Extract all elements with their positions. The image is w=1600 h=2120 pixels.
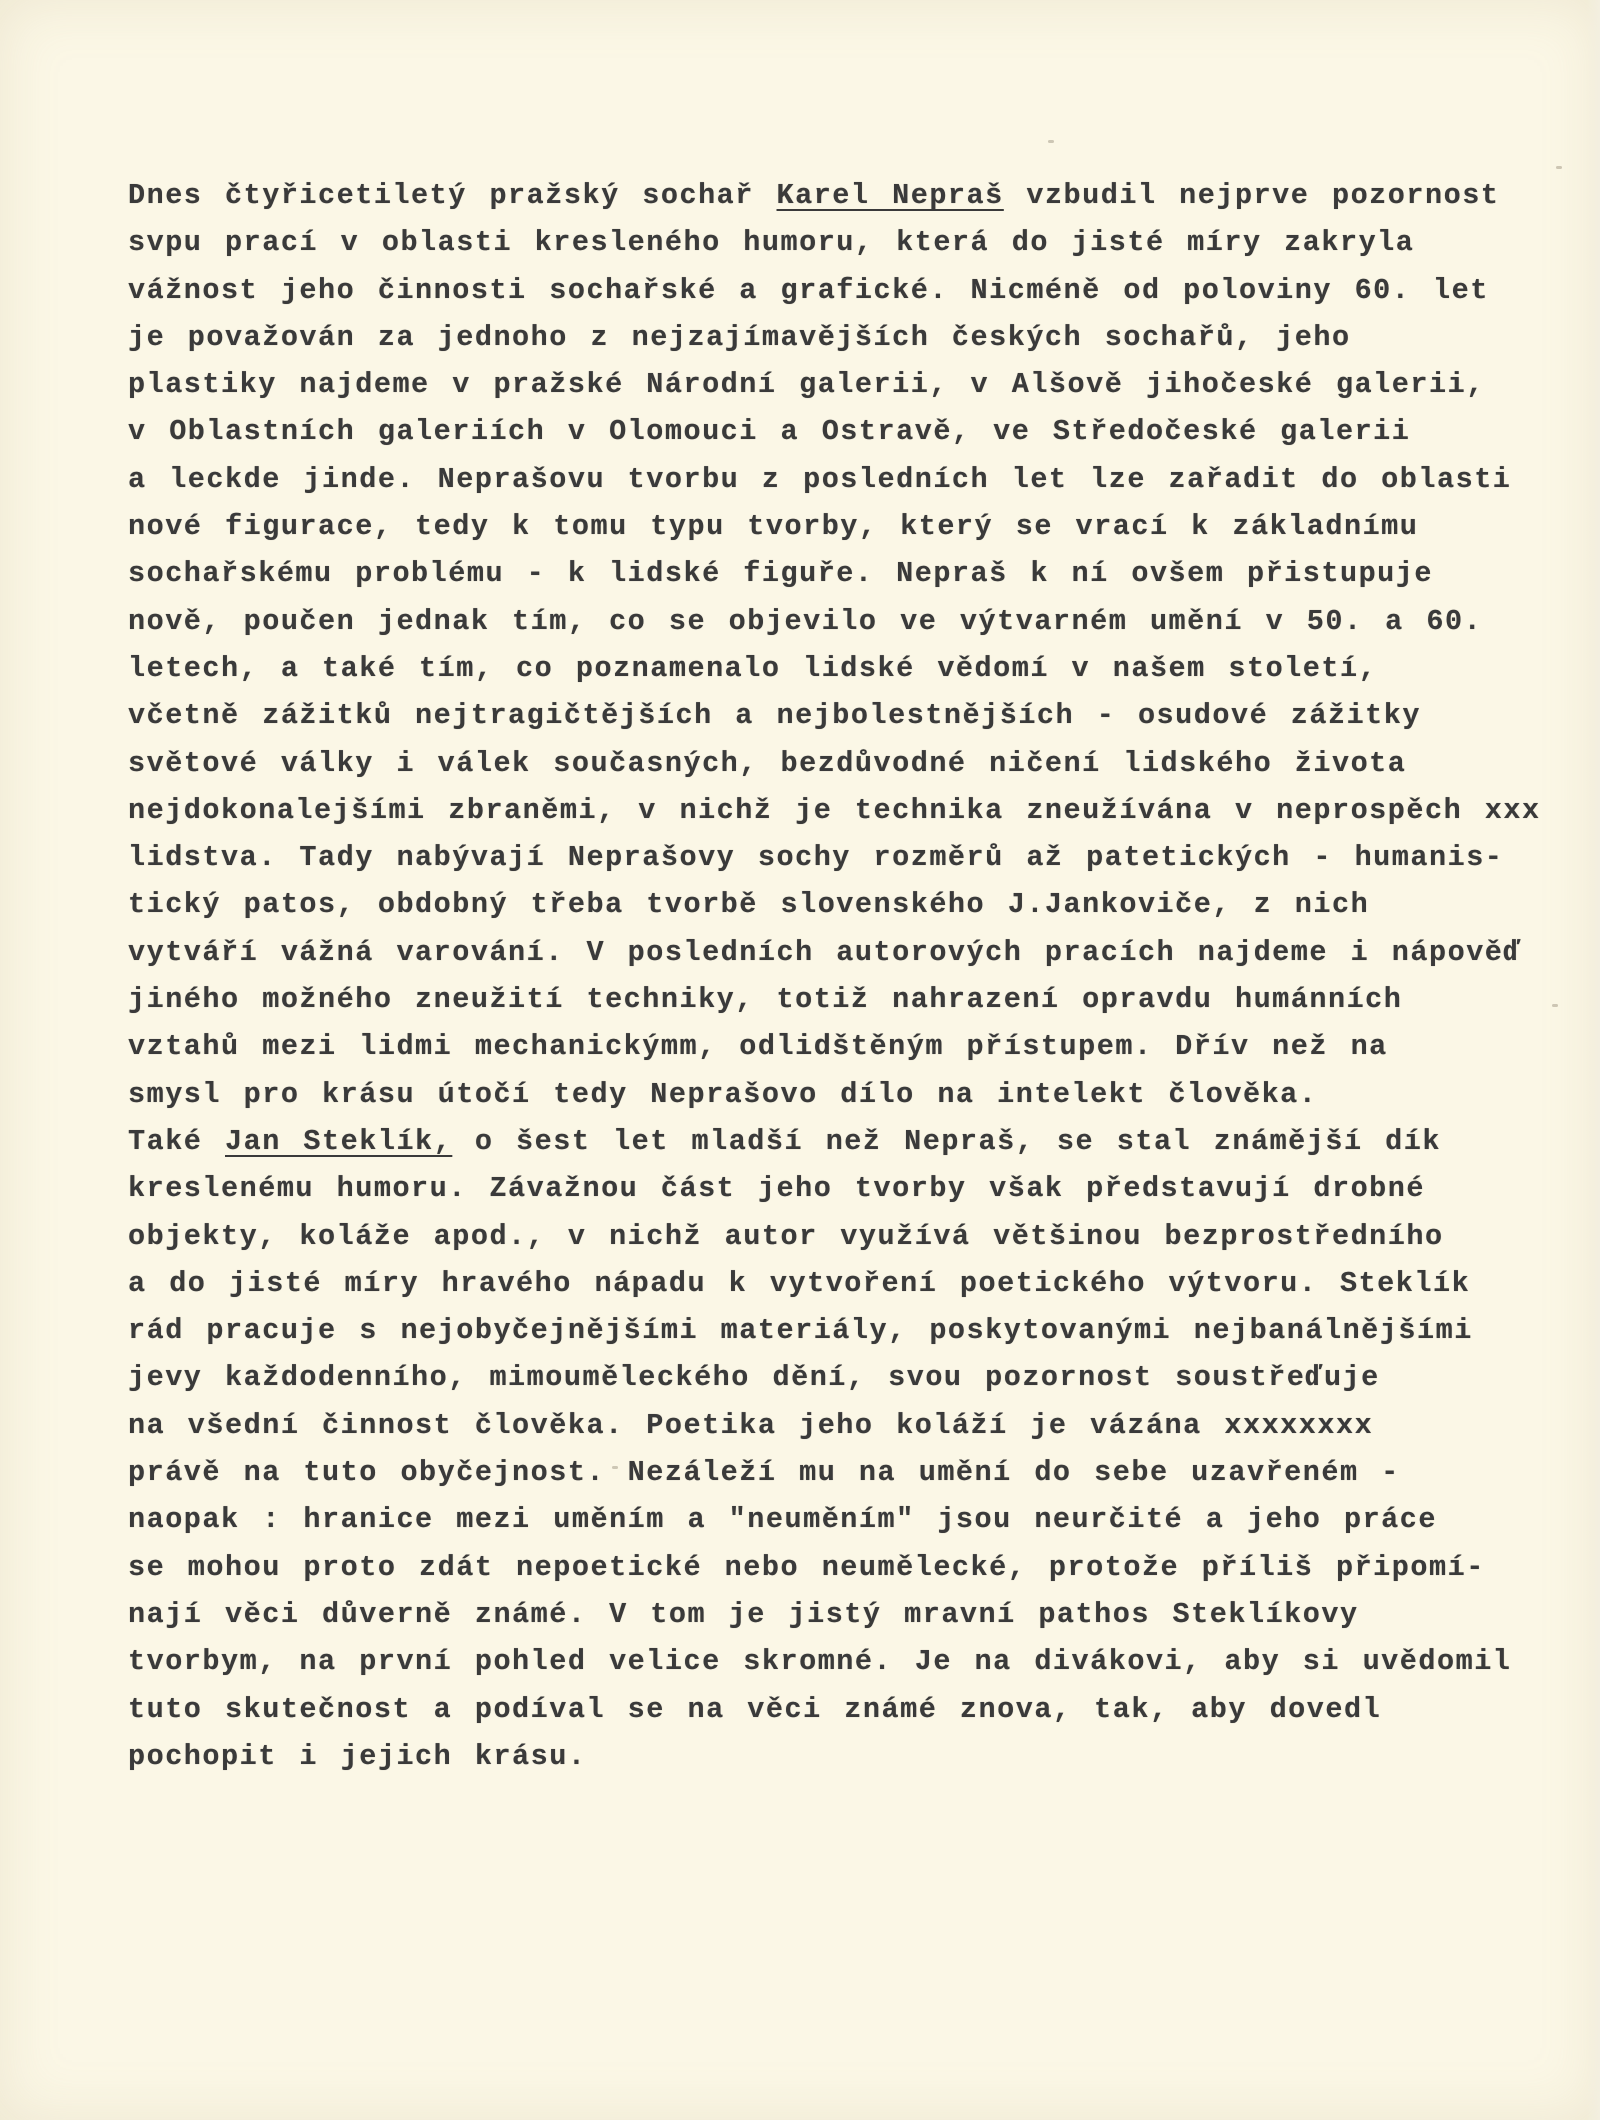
text-line: pochopit i jejich krásu. [128,1739,587,1773]
text-line: tvorbym, na první pohled velice skromné. Je na divákovi, aby si uvědomil [128,1645,1512,1679]
text-line: právě na tuto obyčejnost. Nezáleží mu na umění do sebe uzavřeném - [128,1456,1400,1490]
text-line: smysl pro krásu útočí tedy Neprašovo dílo na intelekt člověka. [128,1077,1318,1111]
text-line: plastiky najdeme v pražské Národní galerii, v Alšově jihočeské galerii, [128,368,1485,402]
text-line: nají věci důverně známé. V tom je jistý mravní pathos Steklíkovy [128,1597,1359,1631]
text-line: Dnes čtyřicetiletý pražský sochař Karel Nepraš vzbudil nejprve pozornost [128,179,1500,212]
text-line: nejdokonalejšími zbraněmi, v nichž je technika zneužívána v neprospěch xxx [128,793,1541,827]
ink-speck [1556,166,1562,169]
text-line: je považován za jednoho z nejzajímavějších českých sochařů, jeho [128,320,1351,354]
text-line: tuto skutečnost a podíval se na věci známé znova, tak, aby dovedl [128,1692,1382,1726]
text-line: letech, a také tím, co poznamenalo lidské vědomí v našem století, [128,651,1378,685]
text-line: se mohou proto zdát nepoetické nebo neumělecké, protože příliš připomí- [128,1550,1485,1584]
text-line: nově, poučen jednak tím, co se objevilo ve výtvarném umění v 50. a 60. [128,604,1483,638]
paper-edge [1586,0,1600,2120]
text-line: sochařskému problému - k lidské figuře. Nepraš k ní ovšem přistupuje [128,557,1433,591]
text-line: nové figurace, tedy k tomu typu tvorby, který se vrací k základnímu [128,510,1419,544]
text-line: svpu prací v oblasti kresleného humoru, která do jisté míry zakryla [128,226,1415,260]
text-line: světové války i válek současných, bezdůvodné ničení lidského života [128,746,1407,780]
text-line: tický patos, obdobný třeba tvorbě slovenského J.Jankoviče, z nich [128,888,1370,922]
text-line: a do jisté míry hravého nápadu k vytvoření poetického výtvoru. Steklík [128,1266,1471,1300]
text-line: objekty, koláže apod., v nichž autor využívá většinou bezprostředního [128,1219,1444,1253]
text-line: vážnost jeho činnosti sochařské a grafické. Nicméně od poloviny 60. let [128,273,1489,307]
text-line: kreslenému humoru. Závažnou část jeho tvorby však představují drobné [128,1172,1425,1206]
text-line: vytváří vážná varování. V posledních autorových pracích najdeme i nápověď [128,935,1523,969]
ink-speck [612,1466,618,1469]
typescript-body [128,172,1568,1780]
text-line: na všední činnost člověka. Poetika jeho koláží je vázána xxxxxxxx [128,1408,1374,1442]
underlined-name: Karel Nepraš [776,179,1004,212]
text-line: rád pracuje s nejobyčejnějšími materiály, poskytovanými nejbanálnějšími [128,1314,1473,1348]
ink-speck [1048,140,1054,143]
text-line: jevy každodenního, mimouměleckého dění, svou pozornost soustřeďuje [128,1361,1380,1395]
text-line: naopak : hranice mezi uměním a "neuměním" jsou neurčité a jeho práce [128,1503,1437,1537]
text-line: lidstva. Tady nabývají Neprašovy sochy rozměrů až patetických - humanis- [128,841,1504,875]
text-line: vztahů mezi lidmi mechanickýmm, odlidštěným přístupem. Dřív než na [128,1030,1388,1064]
text-line: v Oblastních galeriích v Olomouci a Ostravě, ve Středočeské galerii [128,415,1411,449]
text-line: včetně zážitků nejtragičtějších a nejbolestnějších - osudové zážitky [128,699,1421,733]
text-line: Také Jan Steklík, o šest let mladší než Nepraš, se stal známější dík [128,1124,1441,1158]
underlined-name: Jan Steklík, [225,1124,453,1158]
ink-speck [1552,1004,1558,1007]
text-line: a leckde jinde. Neprašovu tvorbu z posledních let lze zařadit do oblasti [128,462,1512,496]
text-line: jiného možného zneužití techniky, totiž nahrazení opravdu humánních [128,983,1403,1017]
